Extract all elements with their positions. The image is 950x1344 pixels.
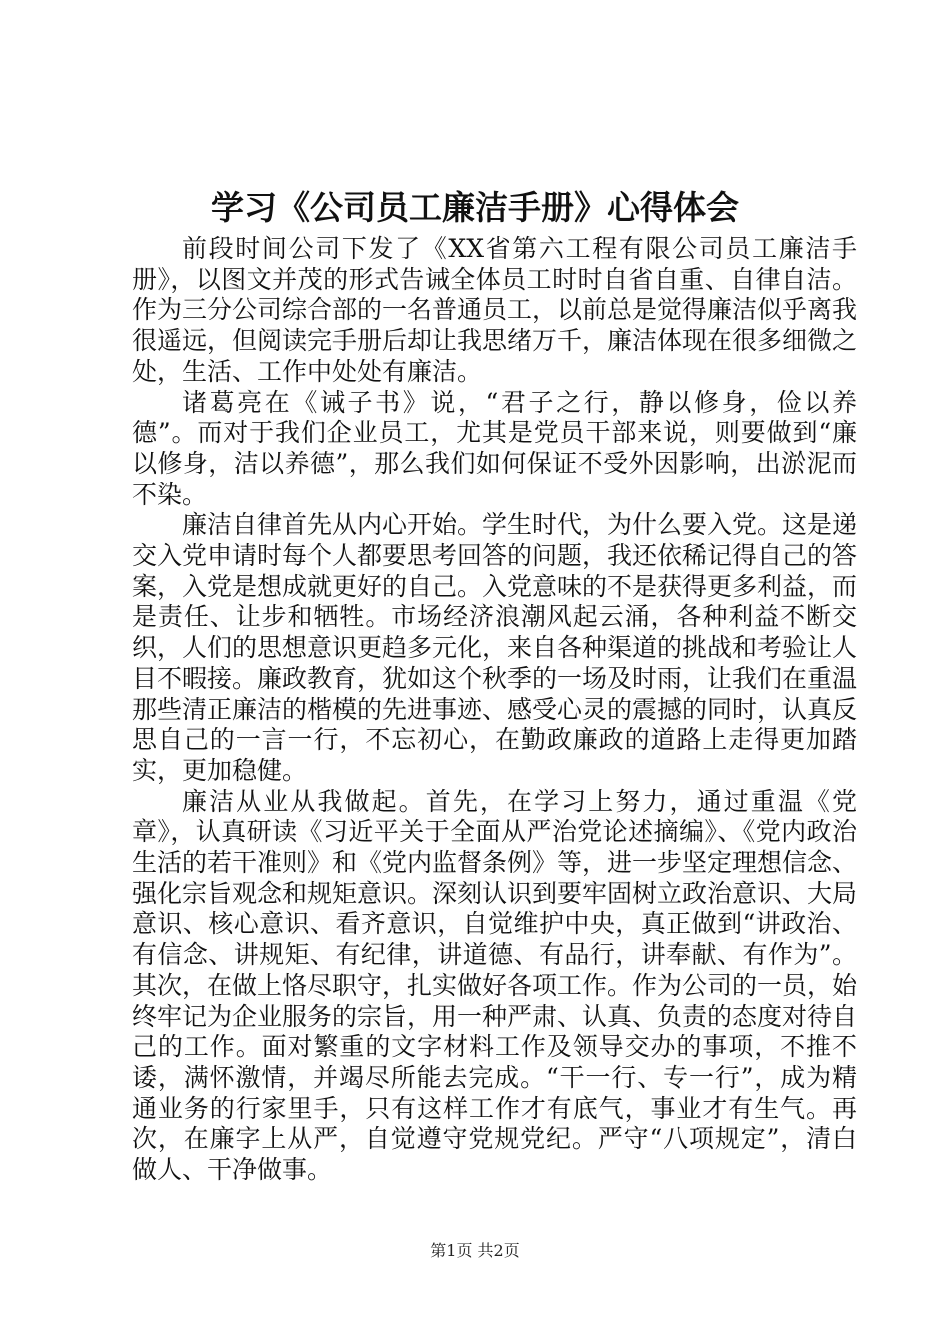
paragraph-4: 廉洁从业从我做起。首先，在学习上努力，通过重温《党章》，认真研读《习近平关于全面从严治党论述摘编》、《党内政治生活的若干准则》和《党内监督条例》等，进一步坚定理想信念、强化宗旨观念和规矩意识。深刻认识到要牢固树立政治意识、大局意识、核心意识、看齐意识，自觉维护中央，真正做到“讲政治、有信念、讲规矩、有纪律，讲道德、有品行，讲奉献、有作为”。其次，在做上恪尽职守，扎实做好各项工作。作为公司的一员，始终牢记为企业服务的宗旨，用一种严肃、认真、负责的态度对待自己的工作。面对繁重的文字材料工作及领导交办的事项，不推不诿，满怀激情，并竭尽所能去完成。“干一行、专一行”，成为精通业务的行家里手，只有这样工作才有底气，事业才有生气。再次，在廉字上从严，自觉遵守党规党纪。严守“八项规定”，清白做人、干净做事。 [132, 786, 858, 1185]
paragraph-1: 前段时间公司下发了《XX省第六工程有限公司员工廉洁手册》，以图文并茂的形式告诫全体员工时时自省自重、自律自洁。作为三分公司综合部的一名普通员工，以前总是觉得廉洁似乎离我很遥远，但阅读完手册后却让我思绪万千，廉洁体现在很多细微之处，生活、工作中处处有廉洁。 [132, 234, 858, 386]
page-number-footer: 第1页 共2页 [430, 1241, 520, 1260]
paragraph-2: 诸葛亮在《诫子书》说，“君子之行，静以修身，俭以养德”。而对于我们企业员工，尤其是党员干部来说，则要做到“廉以修身，洁以养德”，那么我们如何保证不受外因影响，出淤泥而不染。 [132, 387, 857, 509]
document-body [132, 234, 857, 1186]
document-title: 学习《公司员工廉洁手册》心得体会 [211, 188, 739, 227]
paragraph-3: 廉洁自律首先从内心开始。学生时代，为什么要入党。这是递交入党申请时每个人都要思考回答的问题，我还依稀记得自己的答案，入党是想成就更好的自己。入党意味的不是获得更多利益，而是责任、让步和牺牲。市场经济浪潮风起云涌，各种利益不断交织，人们的思想意识更趋多元化，来自各种渠道的挑战和考验让人目不暇接。廉政教育，犹如这个秋季的一场及时雨，让我们在重温那些清正廉洁的楷模的先进事迹、感受心灵的震撼的同时，认真反思自己的一言一行，不忘初心，在勤政廉政的道路上走得更加踏实，更加稳健。 [132, 510, 858, 785]
